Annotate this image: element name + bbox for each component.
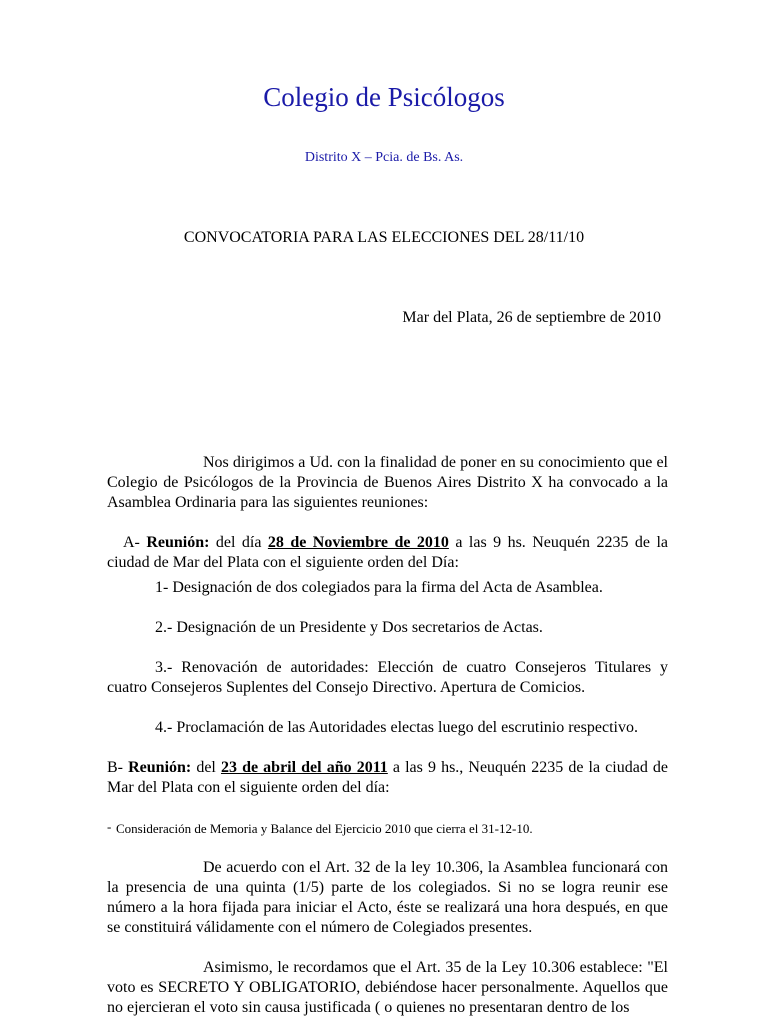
- meeting-a-rest: a las 9 hs. Neuquén 2235 de la ciudad de Mar del Plata con el siguiente orden del Día:: [107, 534, 668, 571]
- organization-subtitle: Distrito X – Pcia. de Bs. As.: [304, 150, 464, 165]
- agenda-a-item-4: 4.- Proclamación de las Autoridades electas luego del escrutinio respectivo.: [155, 719, 638, 736]
- agenda-a-item-1: 1- Designación de dos colegiados para la firma del Acta de Asamblea.: [155, 579, 603, 596]
- meeting-b-paragraph: [107, 758, 668, 798]
- agenda-a-item-3: 3.- Renovación de autoridades: Elección de cuatro Consejeros Titulares y cuatro Consejeros Suplentes del Consejo Directivo. Apertura de Comicios.: [107, 659, 668, 696]
- bullet-dash: -: [107, 819, 112, 834]
- meeting-b-prefix: B-: [107, 759, 129, 776]
- meeting-a-prefix: A-: [123, 534, 147, 551]
- date-line: Mar del Plata, 26 de septiembre de 2010: [402, 309, 661, 326]
- meeting-a-date: 28 de Noviembre de 2010: [267, 534, 449, 551]
- agenda-a-item-2: 2.- Designación de un Presidente y Dos secretarios de Actas.: [155, 619, 543, 636]
- meeting-a-pre-date: del día: [209, 534, 268, 551]
- agenda-b-item: Consideración de Memoria y Balance del Ejercicio 2010 que cierra el 31-12-10.: [116, 821, 533, 836]
- document-heading: CONVOCATORIA PARA LAS ELECCIONES DEL 28/11/10: [183, 229, 585, 246]
- meeting-a-label: Reunión:: [146, 534, 210, 551]
- meeting-b-pre-date: del: [191, 759, 221, 776]
- meeting-b-rest: a las 9 hs., Neuquén 2235 de la ciudad de Mar del Plata con el siguiente orden del día:: [107, 759, 669, 796]
- meeting-b-label: Reunión:: [128, 759, 192, 776]
- organization-title: Colegio de Psicólogos: [263, 82, 505, 112]
- meeting-b-date: 23 de abril del año 2011: [220, 759, 388, 776]
- quorum-paragraph: De acuerdo con el Art. 32 de la ley 10.306, la Asamblea funcionará con la presencia de una quinta (1/5) parte de los colegiados. Si no se logra reunir ese número a la hora fijada para iniciar el Acto, éste se realizará una hora después, en que se constituirá válidamente con el número de Colegiados presentes.: [107, 859, 668, 936]
- meeting-a-paragraph: [107, 533, 668, 573]
- vote-paragraph: Asimismo, le recordamos que el Art. 35 de la Ley 10.306 establece: "El voto es SECRETO Y OBLIGATORIO, debiéndose hacer personalmente. Aquellos que no ejercieran el voto sin causa justificada ( o quienes no presentaran dentro de los: [107, 959, 668, 1016]
- intro-paragraph: Nos dirigimos a Ud. con la finalidad de poner en su conocimiento que el Colegio de Psicólogos de la Provincia de Buenos Aires Distrito X ha convocado a la Asamblea Ordinaria para las siguientes reuniones:: [107, 454, 668, 511]
